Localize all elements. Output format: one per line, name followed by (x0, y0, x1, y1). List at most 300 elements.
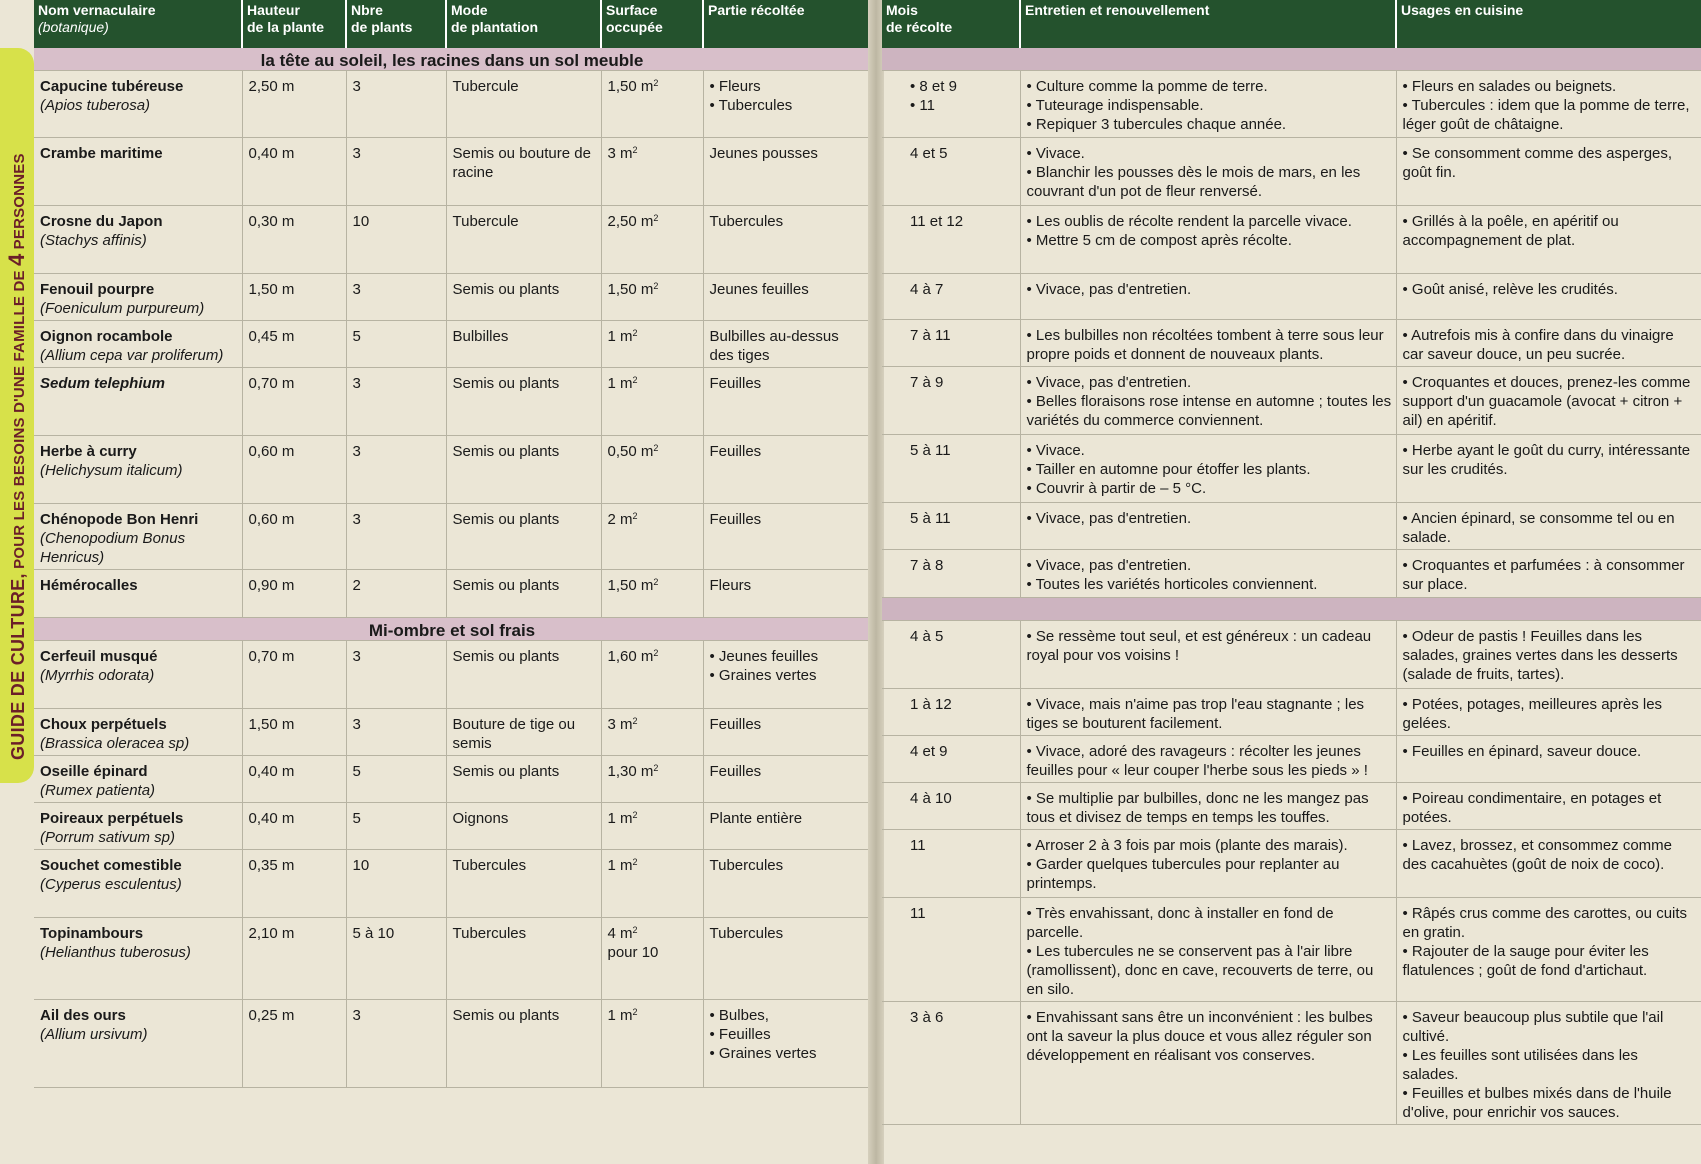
harvest-month-item: 7 à 11 (910, 327, 951, 344)
kitchen-uses (1396, 621, 1701, 689)
maintenance (1020, 830, 1396, 898)
table-row-right (882, 1002, 1701, 1125)
surface-unit-exponent: 2 (632, 925, 638, 935)
surface-unit-exponent: 2 (632, 857, 638, 867)
maintenance (1020, 274, 1396, 320)
harvest-part-item: Fleurs (709, 577, 752, 594)
plant-name: Oseille épinard (40, 763, 148, 780)
kitchen-use-item: • Goût anisé, relève les crudités. (1403, 280, 1698, 299)
harvest-month-item: 4 à 10 (910, 790, 952, 807)
plant-harvest-part (703, 756, 870, 803)
surface-unit-exponent: 2 (653, 443, 659, 453)
plant-surface-cell (601, 570, 703, 618)
kitchen-uses-list (1403, 836, 1698, 874)
harvest-month-item: 3 à 6 (910, 1009, 944, 1026)
plant-name: Chénopode Bon Henri (40, 511, 199, 528)
kitchen-uses-list (1403, 280, 1698, 299)
kitchen-use-item: • Autrefois mis à confire dans du vinaigre car saveur douce, un peu sucrée. (1403, 326, 1698, 364)
maintenance (1020, 689, 1396, 736)
kitchen-uses (1396, 71, 1701, 138)
maintenance-item: • Mettre 5 cm de compost après récolte. (1027, 231, 1392, 250)
plant-surface: 2,50 m (607, 213, 654, 230)
kitchen-use-item: • Tubercules : idem que la pomme de terre, léger goût de châtaigne. (1403, 96, 1698, 134)
surface-unit-exponent: 2 (653, 281, 659, 291)
plant-height: 0,90 m (242, 570, 346, 618)
plant-mode: Semis ou plants (446, 756, 601, 803)
plant-height: 2,10 m (242, 918, 346, 1000)
plant-harvest-part (703, 436, 870, 504)
table-row (34, 850, 870, 918)
maintenance-item: • Vivace. (1027, 144, 1392, 163)
maintenance (1020, 550, 1396, 598)
plant-surface: 2 m (607, 511, 633, 528)
section-row-right (882, 48, 1701, 71)
maintenance-item: • Blanchir les pousses dès le mois de mars, en les couvrant d'un pot de fleur renversé. (1027, 163, 1392, 201)
plant-mode: Tubercule (446, 71, 601, 138)
harvest-part-item: Plante entière (709, 810, 803, 827)
plant-harvest-part (703, 1000, 870, 1088)
harvest-months (882, 736, 1020, 783)
plant-name: Poireaux perpétuels (40, 810, 184, 827)
maintenance-list (1027, 77, 1392, 134)
kitchen-use-item: • Feuilles et bulbes mixés dans de l'huile d'olive, pour enrichir vos sauces. (1403, 1084, 1698, 1122)
surface-unit-exponent: 2 (632, 375, 638, 385)
side-tab-main: GUIDE DE CULTURE, (8, 573, 28, 760)
plant-surface-cell (601, 918, 703, 1000)
kitchen-use-item: • Lavez, brossez, et consommez comme des cacahuètes (goût de noix de coco). (1403, 836, 1698, 874)
plant-name-cell (34, 641, 242, 709)
plant-harvest-part (703, 71, 870, 138)
right-header-row (882, 0, 1701, 48)
kitchen-uses-list (1403, 212, 1698, 250)
side-tab-label (4, 153, 30, 760)
plant-mode: Tubercule (446, 206, 601, 274)
plant-name-cell (34, 274, 242, 321)
plant-height: 0,70 m (242, 641, 346, 709)
plant-mode: Semis ou plants (446, 641, 601, 709)
section-row (34, 618, 870, 641)
table-row (34, 709, 870, 756)
plant-surface: 3 m (607, 145, 633, 162)
plant-surface-cell (601, 504, 703, 570)
harvest-part-item: • Graines vertes (710, 1044, 867, 1063)
maintenance (1020, 435, 1396, 503)
harvest-part-item: Feuilles (709, 716, 762, 733)
maintenance (1020, 367, 1396, 435)
harvest-part-item: Feuilles (709, 375, 762, 392)
table-row (34, 71, 870, 138)
kitchen-use-item: • Râpés crus comme des carottes, ou cuits en gratin. (1403, 904, 1698, 942)
plant-surface: 1,60 m (607, 648, 654, 665)
plant-surface: 1 m (607, 375, 633, 392)
plant-name: Crosne du Japon (40, 213, 163, 230)
maintenance-item: • Couvrir à partir de – 5 °C. (1027, 479, 1392, 498)
harvest-months (882, 274, 1020, 320)
plant-name-cell (34, 368, 242, 436)
plant-mode: Semis ou plants (446, 504, 601, 570)
harvest-part-item: Jeunes feuilles (709, 281, 809, 298)
plant-harvest-part (703, 709, 870, 756)
kitchen-uses-list (1403, 695, 1698, 733)
plant-name-cell (34, 850, 242, 918)
plant-mode: Oignons (446, 803, 601, 850)
plant-surface-cell (601, 368, 703, 436)
harvest-months (882, 71, 1020, 138)
harvest-month-item: 4 et 9 (910, 743, 948, 760)
header-mois: Mois de récolte (882, 0, 1020, 48)
harvest-part-list (710, 647, 867, 685)
table-row-right (882, 367, 1701, 435)
surface-unit-exponent: 2 (632, 716, 638, 726)
kitchen-uses (1396, 503, 1701, 550)
plant-harvest-part (703, 850, 870, 918)
plant-count: 10 (346, 850, 446, 918)
harvest-month-item: 5 à 11 (910, 510, 951, 527)
harvest-months (882, 830, 1020, 898)
maintenance-list (1027, 627, 1392, 665)
plant-harvest-part (703, 641, 870, 709)
maintenance-list (1027, 1008, 1392, 1065)
header-entretien: Entretien et renouvellement (1020, 0, 1396, 48)
plant-mode: Semis ou plants (446, 368, 601, 436)
plant-botanical: (Brassica oleracea sp) (40, 735, 190, 752)
maintenance-item: • Vivace, mais n'aime pas trop l'eau stagnante ; les tiges se bouturent facilement. (1027, 695, 1392, 733)
plant-botanical: (Stachys affinis) (40, 232, 147, 249)
plant-count: 3 (346, 138, 446, 206)
plant-surface-cell (601, 803, 703, 850)
harvest-month-item: 4 à 5 (910, 628, 944, 645)
harvest-part-item: Tubercules (709, 213, 784, 230)
plant-surface-cell (601, 138, 703, 206)
plant-height: 1,50 m (242, 709, 346, 756)
plant-mode: Semis ou plants (446, 1000, 601, 1088)
plant-name-cell (34, 918, 242, 1000)
kitchen-use-item: • Grillés à la poêle, en apéritif ou accompagnement de plat. (1403, 212, 1698, 250)
left-header-row (34, 0, 870, 48)
plant-height: 0,30 m (242, 206, 346, 274)
table-row-right (882, 206, 1701, 274)
kitchen-uses (1396, 550, 1701, 598)
harvest-part-item: Tubercules (709, 857, 784, 874)
maintenance-list (1027, 212, 1392, 250)
side-tab-number: 4 (4, 253, 29, 266)
plant-name-cell (34, 709, 242, 756)
plant-surface-cell (601, 274, 703, 321)
maintenance-list (1027, 836, 1392, 893)
left-table-body (34, 48, 870, 1088)
maintenance-item: • Vivace, pas d'entretien. (1027, 556, 1392, 575)
kitchen-uses-list (1403, 509, 1698, 547)
maintenance-list (1027, 695, 1392, 733)
plant-name-cell (34, 570, 242, 618)
harvest-month-list (910, 77, 1016, 115)
harvest-months (882, 435, 1020, 503)
surface-unit-exponent: 2 (632, 511, 638, 521)
plant-height: 0,35 m (242, 850, 346, 918)
maintenance (1020, 898, 1396, 1002)
plant-name: Capucine tubéreuse (40, 78, 184, 95)
maintenance-item: • Garder quelques tubercules pour replanter au printemps. (1027, 855, 1392, 893)
plant-surface-cell (601, 321, 703, 368)
harvest-month-item: 7 à 8 (910, 557, 944, 574)
header-partie: Partie récoltée (703, 0, 870, 48)
plant-botanical: (Foeniculum purpureum) (40, 300, 205, 317)
harvest-month-item: 11 et 12 (910, 213, 964, 230)
right-table-body (882, 48, 1701, 1125)
plant-name-cell (34, 436, 242, 504)
surface-unit-exponent: 2 (653, 213, 659, 223)
plant-harvest-part (703, 918, 870, 1000)
plant-botanical: (Myrrhis odorata) (40, 667, 155, 684)
maintenance-list (1027, 789, 1392, 827)
plant-botanical: (Chenopodium Bonus Henricus) (40, 530, 186, 566)
plant-height: 2,50 m (242, 71, 346, 138)
maintenance-item: • Toutes les variétés horticoles conviennent. (1027, 575, 1392, 594)
maintenance (1020, 736, 1396, 783)
harvest-month-item: 11 (910, 837, 926, 854)
left-table (34, 0, 870, 1088)
maintenance (1020, 320, 1396, 367)
kitchen-uses (1396, 274, 1701, 320)
maintenance-item: • Se ressème tout seul, et est généreux : un cadeau royal pour vos voisins ! (1027, 627, 1392, 665)
maintenance-item: • Très envahissant, donc à installer en fond de parcelle. (1027, 904, 1392, 942)
plant-name: Choux perpétuels (40, 716, 167, 733)
kitchen-uses-list (1403, 789, 1698, 827)
kitchen-use-item: • Saveur beaucoup plus subtile que l'ail cultivé. (1403, 1008, 1698, 1046)
harvest-months (882, 138, 1020, 206)
plant-count: 3 (346, 504, 446, 570)
harvest-month-item: 1 à 12 (910, 696, 952, 713)
maintenance-item: • Les tubercules ne se conservent pas à l'air libre (ramollissent), donc en cave, recouverts de terre, ou en silo. (1027, 942, 1392, 999)
plant-surface-extra: pour 10 (607, 944, 659, 961)
kitchen-use-item: • Poireau condimentaire, en potages et potées. (1403, 789, 1698, 827)
kitchen-uses-list (1403, 326, 1698, 364)
table-row-right (882, 320, 1701, 367)
plant-harvest-part (703, 570, 870, 618)
table-row (34, 321, 870, 368)
kitchen-uses-list (1403, 77, 1698, 134)
plant-mode: Bulbilles (446, 321, 601, 368)
plant-surface-cell (601, 641, 703, 709)
maintenance-item: • Repiquer 3 tubercules chaque année. (1027, 115, 1392, 134)
harvest-month-item: 4 à 7 (910, 281, 944, 298)
harvest-part-item: • Tubercules (710, 96, 867, 115)
maintenance-list (1027, 326, 1392, 364)
harvest-months (882, 367, 1020, 435)
plant-mode: Tubercules (446, 850, 601, 918)
section-row (34, 48, 870, 71)
plant-count: 10 (346, 206, 446, 274)
table-row-right (882, 736, 1701, 783)
plant-harvest-part (703, 504, 870, 570)
kitchen-uses (1396, 435, 1701, 503)
plant-surface: 0,50 m (607, 443, 654, 460)
plant-harvest-part (703, 368, 870, 436)
kitchen-use-item: • Croquantes et douces, prenez-les comme support d'un guacamole (avocat + citron + ail) en apéritif. (1403, 373, 1698, 430)
kitchen-uses-list (1403, 627, 1698, 684)
harvest-month-item: 11 (910, 905, 926, 922)
kitchen-uses-list (1403, 1008, 1698, 1122)
plant-mode: Semis ou plants (446, 570, 601, 618)
maintenance (1020, 71, 1396, 138)
harvest-months (882, 898, 1020, 1002)
harvest-months (882, 320, 1020, 367)
kitchen-uses (1396, 783, 1701, 830)
harvest-part-item: • Jeunes feuilles (710, 647, 867, 666)
plant-height: 0,40 m (242, 756, 346, 803)
harvest-part-item: Jeunes pousses (709, 145, 818, 162)
maintenance-item: • Vivace, pas d'entretien. (1027, 280, 1392, 299)
maintenance-item: • Vivace, pas d'entretien. (1027, 373, 1392, 392)
surface-unit-exponent: 2 (632, 1007, 638, 1017)
maintenance (1020, 621, 1396, 689)
maintenance-item: • Vivace, adoré des ravageurs : récolter les jeunes feuilles pour « leur couper l'herbe sous les pieds » ! (1027, 742, 1392, 780)
harvest-part-item: Feuilles (709, 511, 762, 528)
harvest-part-list (710, 1006, 867, 1063)
kitchen-uses-list (1403, 556, 1698, 594)
table-row-right (882, 503, 1701, 550)
plant-count: 5 (346, 321, 446, 368)
table-row (34, 641, 870, 709)
harvest-month-item: • 11 (910, 96, 1016, 115)
plant-count: 2 (346, 570, 446, 618)
table-row (34, 803, 870, 850)
plant-botanical: (Allium cepa var proliferum) (40, 347, 224, 364)
table-row-right (882, 689, 1701, 736)
table-row (34, 504, 870, 570)
kitchen-use-item: • Herbe ayant le goût du curry, intéressante sur les crudités. (1403, 441, 1698, 479)
kitchen-uses (1396, 736, 1701, 783)
table-row (34, 206, 870, 274)
plant-mode: Semis ou bouture de racine (446, 138, 601, 206)
plant-surface: 1 m (607, 857, 633, 874)
kitchen-uses (1396, 689, 1701, 736)
harvest-part-item: • Fleurs (710, 77, 867, 96)
kitchen-uses-list (1403, 144, 1698, 182)
plant-height: 0,70 m (242, 368, 346, 436)
plant-count: 3 (346, 71, 446, 138)
plant-surface-cell (601, 756, 703, 803)
maintenance-item: • Vivace. (1027, 441, 1392, 460)
plant-botanical: (Helianthus tuberosus) (40, 944, 191, 961)
plant-name-cell (34, 504, 242, 570)
maintenance-list (1027, 280, 1392, 299)
kitchen-uses (1396, 830, 1701, 898)
header-mode: Mode de plantation (446, 0, 601, 48)
header-nom: Nom vernaculaire (botanique) (34, 0, 242, 48)
harvest-month-item: 4 et 5 (910, 145, 948, 162)
maintenance (1020, 206, 1396, 274)
table-row-right (882, 830, 1701, 898)
plant-harvest-part (703, 206, 870, 274)
plant-name: Sedum telephium (40, 375, 166, 392)
plant-surface: 1,30 m (607, 763, 654, 780)
surface-unit-exponent: 2 (653, 78, 659, 88)
kitchen-use-item: • Rajouter de la sauge pour éviter les flatulences ; goût de fond d'artichaut. (1403, 942, 1698, 980)
plant-name-cell (34, 138, 242, 206)
plant-count: 5 (346, 803, 446, 850)
plant-name: Crambe maritime (40, 145, 163, 162)
table-row-right (882, 71, 1701, 138)
kitchen-uses-list (1403, 742, 1698, 761)
kitchen-use-item: • Odeur de pastis ! Feuilles dans les salades, graines vertes dans les desserts (salade de fruits, tartes). (1403, 627, 1698, 684)
plant-botanical: (Apios tuberosa) (40, 97, 151, 114)
plant-count: 3 (346, 368, 446, 436)
plant-surface-cell (601, 206, 703, 274)
maintenance-list (1027, 904, 1392, 999)
plant-name: Cerfeuil musqué (40, 648, 158, 665)
plant-name: Fenouil pourpre (40, 281, 155, 298)
plant-mode: Semis ou plants (446, 274, 601, 321)
left-page (34, 0, 870, 1164)
maintenance-item: • Les oublis de récolte rendent la parcelle vivace. (1027, 212, 1392, 231)
surface-unit-exponent: 2 (632, 328, 638, 338)
table-row (34, 1000, 870, 1088)
section-row-right (882, 598, 1701, 621)
plant-harvest-part (703, 321, 870, 368)
plant-name-cell (34, 756, 242, 803)
plant-height: 0,40 m (242, 138, 346, 206)
header-hauteur: Hauteur de la plante (242, 0, 346, 48)
kitchen-uses (1396, 320, 1701, 367)
header-nbre: Nbre de plants (346, 0, 446, 48)
plant-surface: 1,50 m (607, 577, 654, 594)
plant-count: 5 à 10 (346, 918, 446, 1000)
header-surface: Surface occupée (601, 0, 703, 48)
harvest-part-item: • Bulbes, (710, 1006, 867, 1025)
kitchen-use-item: • Feuilles en épinard, saveur douce. (1403, 742, 1698, 761)
plant-botanical: (Allium ursivum) (40, 1026, 148, 1043)
plant-mode: Bouture de tige ou semis (446, 709, 601, 756)
harvest-months (882, 1002, 1020, 1125)
plant-botanical: (Cyperus esculentus) (40, 876, 182, 893)
table-row-right (882, 898, 1701, 1002)
kitchen-use-item: • Les feuilles sont utilisées dans les salades. (1403, 1046, 1698, 1084)
plant-height: 0,60 m (242, 436, 346, 504)
maintenance (1020, 503, 1396, 550)
maintenance-list (1027, 509, 1392, 528)
kitchen-uses (1396, 367, 1701, 435)
plant-harvest-part (703, 803, 870, 850)
plant-surface-cell (601, 436, 703, 504)
plant-name-cell (34, 803, 242, 850)
plant-name: Souchet comestible (40, 857, 182, 874)
plant-count: 3 (346, 1000, 446, 1088)
plant-name-cell (34, 71, 242, 138)
table-row-right (882, 274, 1701, 320)
maintenance-list (1027, 373, 1392, 430)
plant-surface: 1 m (607, 1007, 633, 1024)
table-row (34, 918, 870, 1000)
plant-count: 3 (346, 641, 446, 709)
plant-name-cell (34, 321, 242, 368)
plant-surface: 1 m (607, 328, 633, 345)
plant-height: 0,25 m (242, 1000, 346, 1088)
header-usages: Usages en cuisine (1396, 0, 1701, 48)
maintenance (1020, 783, 1396, 830)
harvest-month-item: • 8 et 9 (910, 77, 1016, 96)
harvest-months (882, 550, 1020, 598)
maintenance-list (1027, 144, 1392, 201)
surface-unit-exponent: 2 (653, 648, 659, 658)
harvest-month-item: 7 à 9 (910, 374, 944, 391)
surface-unit-exponent: 2 (653, 763, 659, 773)
maintenance-item: • Envahissant sans être un inconvénient : les bulbes ont la saveur la plus douce et vous allez réguler son développement en réalisant vos conserves. (1027, 1008, 1392, 1065)
table-row-right (882, 550, 1701, 598)
harvest-months (882, 783, 1020, 830)
harvest-part-item: Tubercules (709, 925, 784, 942)
table-row-right (882, 435, 1701, 503)
